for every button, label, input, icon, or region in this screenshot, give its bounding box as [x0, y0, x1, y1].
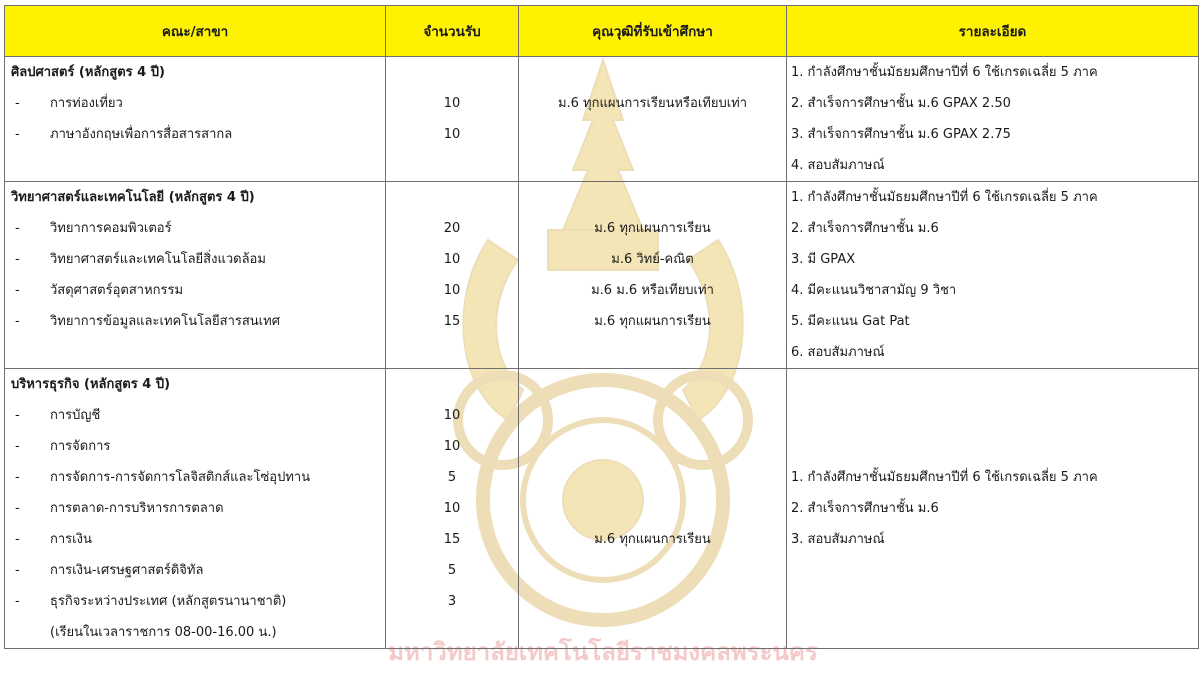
- program-count: 3: [447, 594, 457, 609]
- admission-table: [4, 5, 1199, 649]
- detail-line: 5. มีคะแนน Gat Pat: [791, 314, 910, 329]
- detail-line: 3. สำเร็จการศึกษาชั้น ม.6 GPAX 2.75: [791, 127, 1011, 142]
- header-details: รายละเอียด: [787, 6, 1199, 57]
- program-item: - การจัดการ: [15, 439, 111, 454]
- faculty-cell: [5, 182, 386, 369]
- program-item: - ภาษาอังกฤษเพื่อการสื่อสารสากล: [15, 127, 233, 142]
- program-count: 10: [443, 127, 461, 142]
- detail-line: 3. สอบสัมภาษณ์: [791, 532, 885, 547]
- details-cell: [787, 57, 1199, 182]
- faculty-cell: [5, 57, 386, 182]
- detail-line: 1. กำลังศึกษาชั้นมัธยมศึกษาปีที่ 6 ใช้เกรดเฉลี่ย 5 ภาค: [791, 190, 1098, 205]
- qualification-cell: [519, 182, 787, 369]
- detail-line: 2. สำเร็จการศึกษาชั้น ม.6: [791, 221, 939, 236]
- qualification-text: ม.6 ทุกแผนการเรียน: [594, 221, 711, 236]
- header-row: [5, 6, 1199, 57]
- program-item: - การเงิน-เศรษฐศาสตร์ดิจิทัล: [15, 563, 204, 578]
- qualification-text: ม.6 วิทย์-คณิต: [611, 252, 694, 267]
- program-count: 10: [443, 439, 461, 454]
- detail-line: 6. สอบสัมภาษณ์: [791, 345, 885, 360]
- detail-line: 4. มีคะแนนวิชาสามัญ 9 วิชา: [791, 283, 957, 298]
- detail-line: 2. สำเร็จการศึกษาชั้น ม.6 GPAX 2.50: [791, 96, 1011, 111]
- program-item: - วิทยาการคอมพิวเตอร์: [15, 221, 172, 236]
- group-title: วิทยาศาสตร์และเทคโนโลยี (หลักสูตร 4 ปี): [11, 190, 255, 205]
- group-title: บริหารธุรกิจ (หลักสูตร 4 ปี): [11, 377, 171, 392]
- group-row-science-technology: [5, 182, 1199, 369]
- program-count: 20: [443, 221, 461, 236]
- program-count: 10: [443, 408, 461, 423]
- faculty-cell: [5, 369, 386, 649]
- watermark-text: มหาวิทยาลัยเทคโนโลยีราชมงคลพระนคร: [388, 638, 818, 666]
- program-item: - การเงิน: [15, 532, 92, 547]
- program-count: 10: [443, 501, 461, 516]
- program-item: - การจัดการ-การจัดการโลจิสติกส์และโซ่อุปทาน: [15, 470, 311, 485]
- qualification-cell: [519, 57, 787, 182]
- details-cell: [787, 182, 1199, 369]
- details-cell: [787, 369, 1199, 649]
- detail-line: 3. มี GPAX: [791, 252, 856, 267]
- program-count: 10: [443, 96, 461, 111]
- program-note: (เรียนในเวลาราชการ 08-00-16.00 น.): [50, 625, 277, 640]
- group-row-liberal-arts: [5, 57, 1199, 182]
- header-qualification: คุณวุฒิที่รับเข้าศึกษา: [519, 6, 787, 57]
- detail-line: 4. สอบสัมภาษณ์: [791, 158, 885, 173]
- detail-line: 1. กำลังศึกษาชั้นมัธยมศึกษาปีที่ 6 ใช้เกรดเฉลี่ย 5 ภาค: [791, 470, 1098, 485]
- header-faculty: คณะ/สาขา: [5, 6, 386, 57]
- program-count: 15: [443, 314, 461, 329]
- program-item: - การตลาด-การบริหารการตลาด: [15, 501, 224, 516]
- program-count: 15: [443, 532, 461, 547]
- count-cell: [386, 57, 519, 182]
- program-count: 10: [443, 283, 461, 298]
- program-item: - การบัญชี: [15, 408, 101, 423]
- qualification-text: ม.6 ทุกแผนการเรียนหรือเทียบเท่า: [557, 96, 748, 111]
- qualification-cell: [519, 369, 787, 649]
- program-item: - ธุรกิจระหว่างประเทศ (หลักสูตรนานาชาติ): [15, 594, 287, 609]
- program-item: - วัสดุศาสตร์อุตสาหกรรม: [15, 283, 184, 298]
- count-cell: [386, 369, 519, 649]
- program-count: 10: [443, 252, 461, 267]
- program-item: - วิทยาการข้อมูลและเทคโนโลยีสารสนเทศ: [15, 314, 280, 329]
- group-row-business-administration: [5, 369, 1199, 649]
- program-count: 5: [447, 470, 457, 485]
- qualification-text: ม.6 ทุกแผนการเรียน: [594, 314, 711, 329]
- program-item: - วิทยาศาสตร์และเทคโนโลยีสิ่งแวดล้อม: [15, 252, 266, 267]
- detail-line: 1. กำลังศึกษาชั้นมัธยมศึกษาปีที่ 6 ใช้เกรดเฉลี่ย 5 ภาค: [791, 65, 1098, 80]
- program-item: - การท่องเที่ยว: [15, 96, 123, 111]
- qualification-text: ม.6 ม.6 หรือเทียบเท่า: [591, 283, 714, 298]
- header-count: จำนวนรับ: [386, 6, 519, 57]
- group-title: ศิลปศาสตร์ (หลักสูตร 4 ปี): [11, 65, 165, 80]
- count-cell: [386, 182, 519, 369]
- detail-line: 2. สำเร็จการศึกษาชั้น ม.6: [791, 501, 939, 516]
- program-count: 5: [447, 563, 457, 578]
- qualification-text: ม.6 ทุกแผนการเรียน: [594, 532, 711, 547]
